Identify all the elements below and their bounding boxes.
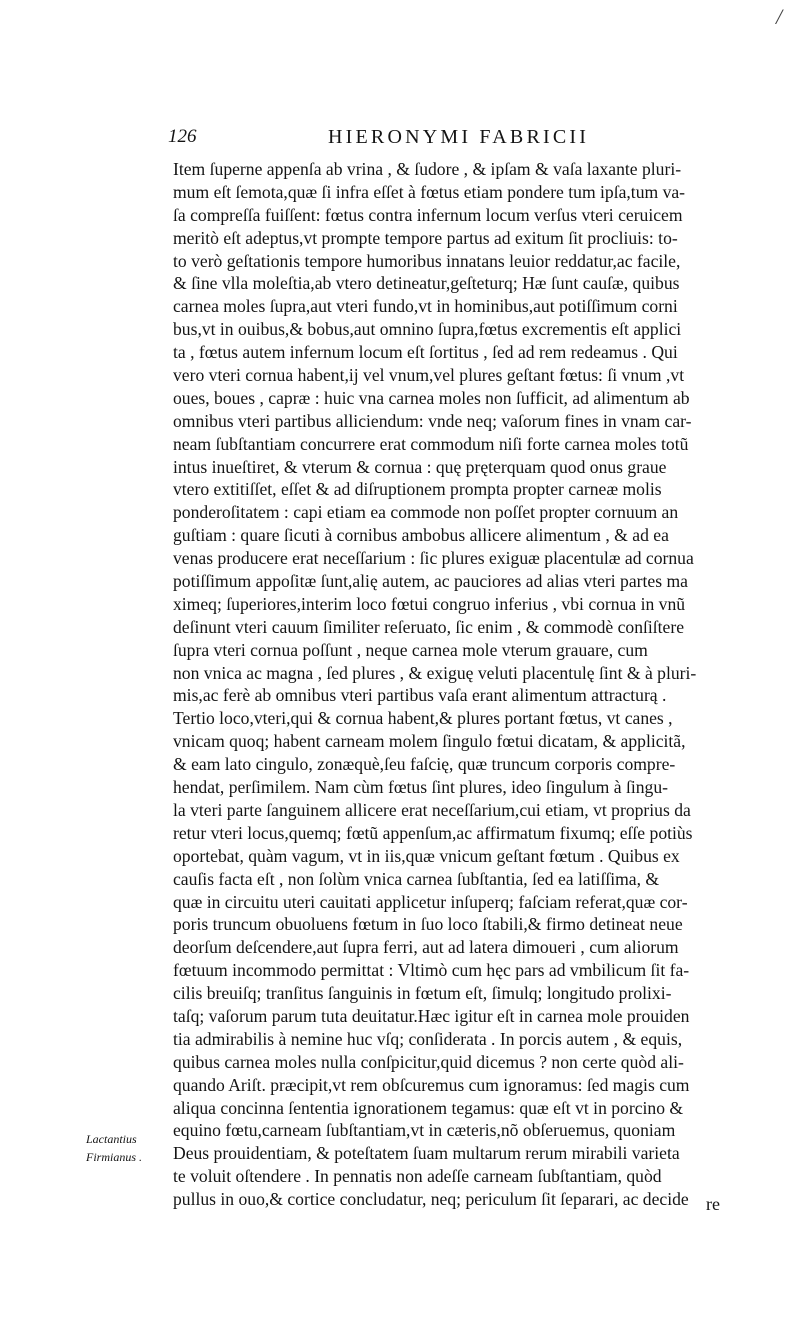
text-line: mum eſt ſemota,quæ ſi infra eſſet à fœtus etiam pondere tum ipſa,tum va- [173, 181, 686, 202]
text-line: quibus carnea moles nulla conſpicitur,quid dicemus ? non certe quòd ali- [173, 1051, 684, 1072]
text-line: ſa compreſſa fuiſſent: fœtus contra infernum locum verſus vteri ceruicem [173, 204, 683, 225]
text-line: non vnica ac magna , ſed plures , & exiguę veluti placentulę ſint & à pluri- [173, 662, 697, 683]
text-line: ximeq; ſuperiores,interim loco fœtui congruo inferius , vbi cornua in vnũ [173, 593, 686, 614]
text-line: aliqua concinna ſententia ignorationem tegamus: quæ eſt vt in porcino & [173, 1097, 684, 1118]
margin-note [86, 1130, 166, 1166]
margin-note-line: Lactantius [86, 1132, 137, 1146]
text-line: cilis breuiſq; tranſitus ſanguinis in fœtum eſt, ſimulq; longitudo prolixi- [173, 983, 672, 1004]
text-line: cauſis facta eſt , non ſolùm vnica carnea ſubſtantia, ſed ea latiſſima, & [173, 868, 660, 889]
text-line: meritò eſt adeptus,vt prompte tempore partus ad exitum ſit procliuis: to- [173, 227, 678, 248]
text-line: oues, boues , capræ : huic vna carnea moles non ſufficit, ad alimentum ab [173, 387, 690, 408]
text-line: mis,ac ferè ab omnibus vteri partibus vaſa erant alimentum attracturą . [173, 685, 667, 706]
text-line: Tertio loco,vteri,qui & cornua habent,& plures portant fœtus, vt canes , [173, 708, 673, 729]
text-line: quando Ariſt. præcipit,vt rem obſcuremus cum ignoramus: ſed magis cum [173, 1074, 690, 1095]
text-line: fœtuum incommodo permittat : Vltimò cum hęc pars ad vmbilicum ſit fa- [173, 960, 690, 981]
text-line: equino fœtu,carneam ſubſtantiam,vt in cæteris,nõ obſeruemus, quoniam [173, 1120, 676, 1141]
text-line: carnea moles ſupra,aut vteri fundo,vt in hominibus,aut potiſſimum corni [173, 296, 678, 317]
text-line: ta , fœtus autem infernum locum eſt ſortitus , ſed ad rem redeamus . Qui [173, 342, 678, 363]
text-line: vnicam quoq; habent carneam molem ſingulo fœtui dicatam, & applicitã, [173, 731, 686, 752]
text-line: deorſum deſcendere,aut ſupra ferri, aut ad latera dimoueri , cum aliorum [173, 937, 679, 958]
ink-mark: / [776, 4, 783, 29]
text-line: to verò geſtationis tempore humoribus innatans leuior reddatur,ac facile, [173, 250, 681, 271]
text-line: ſupra vteri cornua poſſunt , neque carnea mole vterum grauare, cum [173, 639, 648, 660]
text-line: neam ſubſtantiam concurrere erat commodum niſi forte carnea moles totũ [173, 433, 689, 454]
text-line: vero vteri cornua habent,ij vel vnum,vel plures geſtant fœtus: ſi vnum ,vt [173, 365, 685, 386]
text-line: & eam lato cingulo, zonæquè,ſeu faſcię, quæ truncum corporis compre- [173, 754, 676, 775]
text-line: quæ in circuitu uteri cauitati applicetur inſuperq; faſciam referat,quæ cor- [173, 891, 688, 912]
text-line: hendat, perſimilem. Nam cùm fœtus ſint plures, ideo ſingulum à ſingu- [173, 777, 668, 798]
text-line: la vteri parte ſanguinem allicere erat neceſſarium,cui etiam, vt proprius da [173, 799, 691, 820]
text-line: tia admirabilis à nemine huc vſq; conſiderata . In porcis autem , & equis, [173, 1028, 683, 1049]
page-header [168, 126, 728, 154]
text-line: guſtiam : quare ſicuti à cornibus ambobus allicere alimentum , & ad ea [173, 525, 669, 546]
text-line: taſq; vaſorum parum tuta deuitatur.Hæc igitur eſt in carnea mole prouiden [173, 1005, 690, 1026]
text-line: & ſine vlla moleſtia,ab vtero detineatur,geſteturq; Hæ ſunt cauſæ, quibus [173, 273, 680, 294]
text-line: potiſſimum appoſitæ ſunt,alię autem, ac pauciores ad alias vteri partes ma [173, 571, 688, 592]
catchword: re [706, 1194, 720, 1214]
text-line: Item ſuperne appenſa ab vrina , & ſudore , & ipſam & vaſa laxante pluri- [173, 159, 682, 179]
page-number: 126 [168, 126, 197, 147]
text-line: poris truncum obuoluens fœtum in ſuo loco ſtabili,& firmo detineat neue [173, 914, 683, 935]
text-line: omnibus vteri partibus alliciendum: vnde neq; vaſorum fines in vnam car- [173, 410, 692, 431]
text-line: ponderoſitatem : capi etiam ea commode non poſſet propter cornuum an [173, 502, 679, 523]
text-line: pullus in ouo,& cortice concludatur, neq; periculum ſit ſeparari, ac decide [173, 1189, 689, 1210]
text-line: vtero extitiſſet, eſſet & ad diſruptionem prompta propter carneæ molis [173, 479, 662, 500]
text-line: retur vteri locus,quemq; fœtũ appenſum,ac affirmatum fixumq; eſſe potiùs [173, 822, 693, 843]
text-line: bus,vt in ouibus,& bobus,aut omnino ſupra,fœtus excrementis eſt applici [173, 319, 682, 340]
text-line: Deus prouidentiam, & poteſtatem ſuam multarum rerum mirabili varieta [173, 1143, 680, 1164]
text-line: intus inueſtiret, & vterum & cornua : quę pręterquam quod onus graue [173, 456, 667, 477]
margin-note-line: Firmianus . [86, 1150, 143, 1164]
text-line: oportebat, quàm vagum, vt in iis,quæ vnicum geſtant fœtum . Quibus ex [173, 845, 680, 866]
text-line: venas producere erat neceſſarium : ſic plures exiguæ placentulæ ad cornua [173, 548, 694, 569]
text-line: deſinunt vteri cauum ſimiliter reſeruato, ſic enim , & commodè conſiſtere [173, 616, 685, 637]
running-head: HIERONYMI FABRICII [328, 126, 590, 148]
main-text-block [173, 158, 753, 1211]
text-line: te voluit oſtendere . In pennatis non adeſſe carneam ſubſtantiam, quòd [173, 1166, 662, 1187]
